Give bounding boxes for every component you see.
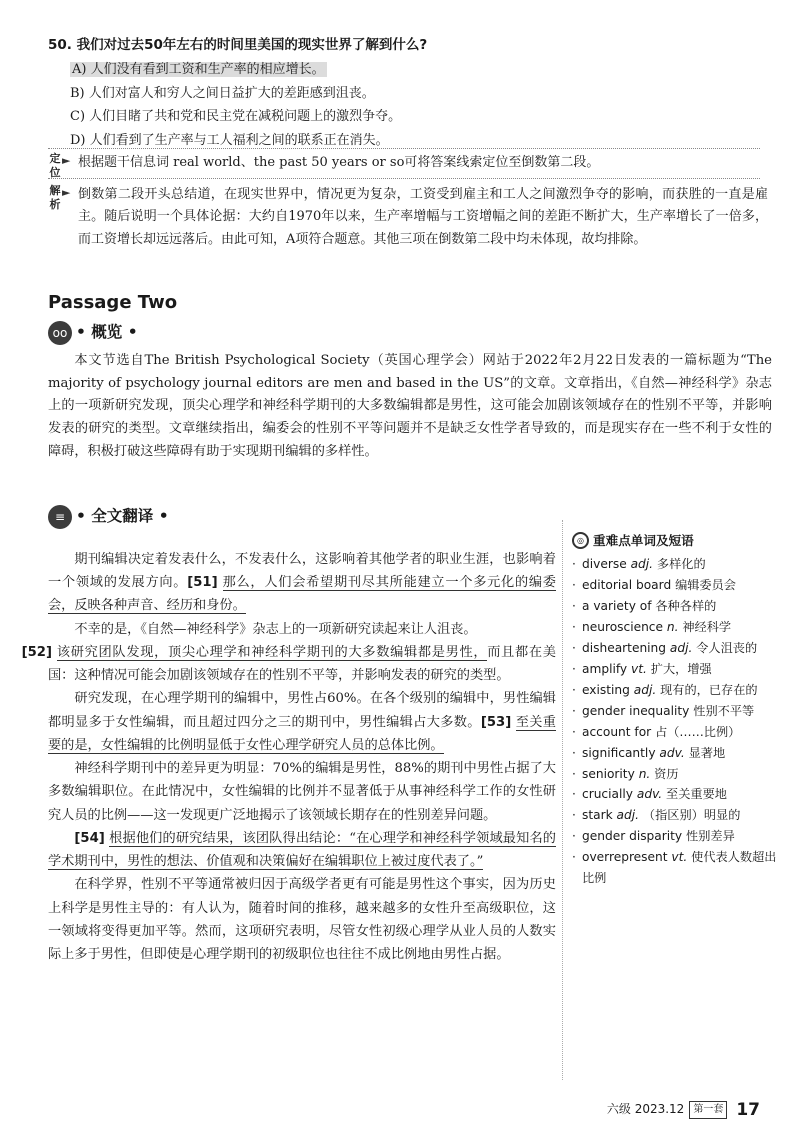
bullet-icon: · <box>572 787 576 802</box>
vocab-meaning: 使代表人数超出比例 <box>582 850 777 886</box>
bullet-icon: · <box>572 577 576 592</box>
translation-label: • 全文翻译 • <box>76 507 169 525</box>
vocab-meaning: 显著地 <box>688 745 726 760</box>
vocab-pos: adj. <box>616 808 640 823</box>
question-title: 50. 我们对过去50年左右的时间里美国的现实世界了解到什么? <box>48 37 428 53</box>
bullet-icon: · <box>572 556 576 571</box>
vocab-item <box>572 784 784 805</box>
vocab-word: existing <box>582 682 630 697</box>
vocab-word: gender inequality <box>582 703 690 718</box>
bullet-icon: · <box>572 703 576 718</box>
vocab-item <box>572 638 784 659</box>
vocab-word: stark <box>582 808 613 823</box>
trans-paragraph-6: 在科学界，性别不平等通常被归因于高级学者更有可能是男性这个事实，因为历史上科学是男性主导的：有人认为，随着时间的推移，越来越多的女性升至高级职位，这一领域将变得更加平等。然而，这项研究表明，尽管女性初级心理学从业人员的人数实际上多于男性，但即使是心理学期刊的初级职位也往往不成比例地由男性占据。 <box>48 877 556 962</box>
vocab-pos: n. <box>666 619 679 634</box>
option-d: D) 人们看到了生产率与工人福利之间的联系正在消失。 <box>70 132 389 148</box>
analysis-text: 倒数第二段开头总结道，在现实世界中，情况更为复杂，工资受到雇主和工人之间激烈争夺的影响，而获胜的一直是雇主。随后说明一个具体论据：大约自1970年以来，生产率增幅与工资增幅之间的差距不断扩大，生产率增长了一倍多，而工资增长却远远落后。由此可知，A项符合题意。其他三项在倒数第二段中均未体现，故均排除。 <box>78 187 768 247</box>
vocab-item <box>572 847 784 889</box>
vocab-item <box>572 575 784 596</box>
bullet-icon: · <box>572 808 576 823</box>
vocab-pos: vt. <box>671 850 688 865</box>
vocab-pos: adv. <box>636 787 663 802</box>
option-b: B) 人们对富人和穷人之间日益扩大的差距感到沮丧。 <box>70 85 375 101</box>
locate-tag: 定 位 <box>49 152 61 179</box>
bullet-icon: · <box>572 619 576 634</box>
vocab-meaning: 资历 <box>654 766 679 781</box>
arrow-icon: ► <box>62 186 71 199</box>
overview-label: • 概览 • <box>76 323 138 341</box>
translation-body <box>21 548 556 966</box>
vocab-item <box>572 554 784 575</box>
vocab-word: crucially <box>582 787 633 802</box>
page-footer <box>607 1096 760 1124</box>
vocab-meaning: 至关重要地 <box>666 787 727 802</box>
vocab-word: editorial board <box>582 577 672 592</box>
vocab-pos: n. <box>638 766 651 781</box>
vocab-pos: adj. <box>630 556 654 571</box>
column-divider <box>562 520 563 1080</box>
vocab-title: ◎ 重难点单词及短语 <box>572 530 784 552</box>
overview-text: 本文节选自The British Psychological Society（英国心理学会）网站于2022年2月22日发表的一篇标题为“The majority of psychology journal editors are men and based in the US”的文章。文章指出，《自然—神经科学》杂志上的一项新研究发现，顶尖心理学和神经科学期刊的大多数编辑都是男性，这可能会加剧该领域存在的性别不平等，并影响发表的研究的类型。文章继续指出，编委会的性别不平等问题并不是缺乏女性学者导致的，而是现实存在一些不利于女性的障碍，积极打破这些障碍有助于实现期刊编辑的多样性。 <box>48 353 772 459</box>
option-c: C) 人们目睹了共和党和民主党在减税问题上的激烈争夺。 <box>70 109 402 125</box>
vocab-item <box>572 826 784 847</box>
vocab-item <box>572 805 784 826</box>
edition-badge: 第一套 <box>689 1101 727 1120</box>
trans-paragraph-3: 研究发现，在心理学期刊的编辑中，男性占60%。在各个级别的编辑中，男性编辑都明显多于女性编辑，而且超过四分之三的期刊中，男性编辑占大多数。[53] 至关重要的是，女性编辑的比例明显低于女性心理学研究人员的总体比例。 <box>48 691 556 753</box>
bullet-icon: · <box>572 640 576 655</box>
trans-paragraph-4: 神经科学期刊中的差异更为明显：70%的编辑是男性，88%的期刊中男性占据了大多数编辑职位。在此情况中，女性编辑的比例并不显著低于从事神经科学工作的女性研究人员的比例——这一发现更广泛地揭示了该领域长期存在的性别差异问题。 <box>48 761 556 823</box>
divider <box>48 148 760 149</box>
vocab-item <box>572 722 784 743</box>
target-icon: ◎ <box>572 532 589 549</box>
bullet-icon: · <box>572 724 576 739</box>
option-a: A) 人们没有看到工资和生产率的相应增长。 <box>72 62 325 78</box>
vocab-item <box>572 659 784 680</box>
vocab-meaning: （指区别）明显的 <box>642 808 741 823</box>
glasses-icon: oo <box>48 321 72 345</box>
vocab-meaning: 令人沮丧的 <box>696 640 758 655</box>
vocab-word: seniority <box>582 766 635 781</box>
question-block <box>48 34 758 153</box>
locate-row <box>48 152 768 180</box>
chat-icon: ≡ <box>48 505 72 529</box>
vocab-item <box>572 764 784 785</box>
vocab-panel <box>572 530 784 889</box>
vocab-meaning: 神经科学 <box>682 619 732 634</box>
vocab-word: gender disparity <box>582 829 683 844</box>
bullet-icon: · <box>572 598 576 613</box>
bullet-icon: · <box>572 682 576 697</box>
vocab-meaning: 性别差异 <box>686 829 735 844</box>
translation-header <box>48 504 169 530</box>
vocab-meaning: 多样化的 <box>656 556 706 571</box>
vocab-meaning: 现有的，已存在的 <box>660 682 758 697</box>
vocab-pos: adv. <box>659 745 685 760</box>
footer-label: 六级 2023.12 <box>606 1102 685 1117</box>
trans-paragraph-2: 不幸的是，《自然—神经科学》杂志上的一项新研究读起来让人沮丧。 [52] 该研究团队发现，顶尖心理学和神经科学期刊的大多数编辑都是男性，而且都在美国：这种情况可能会加剧该领域存在的性别不平等，并影响发表的研究的类型。 <box>21 621 556 684</box>
overview-header <box>48 320 138 346</box>
vocab-meaning: 性别不平等 <box>693 703 755 718</box>
vocab-word: diverse <box>582 556 627 571</box>
vocab-word: overrepresent <box>582 850 668 865</box>
vocab-word: account for <box>582 724 652 739</box>
divider <box>48 178 760 179</box>
passage-title: Passage Two <box>48 292 178 313</box>
trans-paragraph-5: [54] 根据他们的研究结果，该团队得出结论：“在心理学和神经科学领域最知名的学术期刊中，男性的想法、价值观和决策偏好在编辑职位上被过度代表了。” <box>48 830 556 870</box>
vocab-meaning: 各种各样的 <box>655 598 717 613</box>
vocab-meaning: 编辑委员会 <box>675 577 736 592</box>
arrow-icon: ► <box>62 154 71 167</box>
bullet-icon: · <box>572 829 576 844</box>
vocab-pos: adj. <box>669 640 693 655</box>
vocab-item <box>572 617 784 638</box>
analysis-tag: 解 析 <box>49 184 61 211</box>
vocab-item <box>572 680 784 701</box>
vocab-pos: vt. <box>631 661 647 676</box>
vocab-meaning: 占（……比例） <box>655 724 741 739</box>
bullet-icon: · <box>572 745 576 760</box>
vocab-pos: adj. <box>633 682 657 697</box>
vocab-list <box>572 554 784 890</box>
bullet-icon: · <box>572 850 576 865</box>
vocab-word: disheartening <box>582 640 667 655</box>
analysis-row <box>48 184 768 251</box>
bullet-icon: · <box>572 766 576 781</box>
vocab-meaning: 扩大，增强 <box>650 661 712 676</box>
vocab-item <box>572 701 784 722</box>
page-number: 17 <box>736 1100 760 1120</box>
vocab-word: neuroscience <box>582 619 664 634</box>
trans-paragraph-1: 期刊编辑决定着发表什么，不发表什么，这影响着其他学者的职业生涯，也影响着一个领域的发展方向。[51] 那么，人们会希望期刊尽其所能建立一个多元化的编委会，反映各种声音、经历和身份。 <box>48 552 556 614</box>
bullet-icon: · <box>572 661 576 676</box>
vocab-item <box>572 743 784 764</box>
vocab-word: a variety of <box>582 598 652 613</box>
locate-text: 根据题干信息词 real world、the past 50 years or so可将答案线索定位至倒数第二段。 <box>78 155 600 170</box>
vocab-word: significantly <box>582 745 656 760</box>
vocab-item <box>572 596 784 617</box>
vocab-word: amplify <box>582 661 628 676</box>
